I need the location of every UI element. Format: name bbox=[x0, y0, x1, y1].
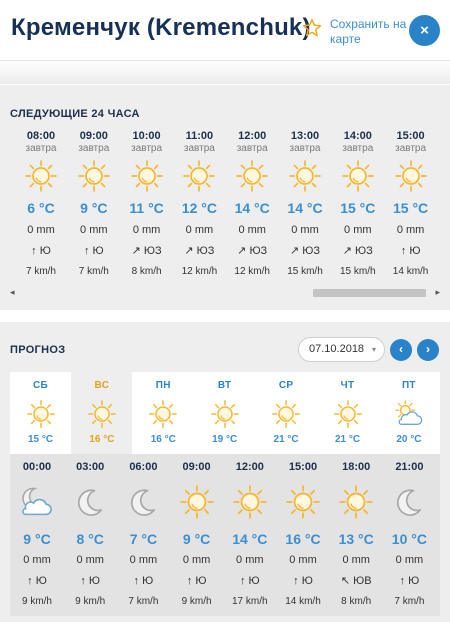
wind-direction: Ю bbox=[35, 575, 47, 587]
wind-arrow-icon: ↗ bbox=[237, 245, 247, 257]
hour-temperature: 7 °C bbox=[129, 531, 158, 547]
hour-precipitation: 0 mm bbox=[129, 554, 158, 566]
hour-wind bbox=[171, 570, 223, 593]
sun-icon bbox=[385, 155, 437, 197]
hour-wind-speed: 9 km/h bbox=[75, 596, 106, 607]
hour-wind bbox=[224, 570, 276, 593]
hour-temperature: 9 °C bbox=[182, 531, 211, 547]
hour-wind-speed: 12 km/h bbox=[181, 266, 218, 277]
hour-precipitation: 0 mm bbox=[80, 224, 108, 236]
sun-icon bbox=[332, 155, 384, 197]
day-temperature: 19 °C bbox=[212, 434, 238, 445]
save-to-map-label: Сохранить на карте bbox=[330, 17, 407, 46]
hour-wind-speed: 14 km/h bbox=[285, 596, 321, 607]
hour-wind-speed: 9 km/h bbox=[21, 596, 52, 607]
moon-icon bbox=[64, 476, 116, 528]
hour-temperature: 9 °C bbox=[23, 531, 51, 547]
hour-precipitation: 0 mm bbox=[396, 224, 425, 236]
hour-temperature: 13 °C bbox=[338, 531, 374, 547]
day-tab-вс[interactable] bbox=[71, 372, 132, 454]
hour-day: завтра bbox=[78, 143, 110, 154]
hour-forecast-item bbox=[15, 130, 67, 281]
wind-direction: ЮЗ bbox=[302, 245, 321, 257]
horizontal-scrollbar[interactable] bbox=[10, 287, 440, 298]
day-name: ЧТ bbox=[340, 380, 355, 391]
scrollbar-thumb[interactable] bbox=[313, 289, 426, 297]
day-hour-item bbox=[171, 454, 223, 611]
moon-icon bbox=[383, 476, 435, 528]
hour-forecast-item bbox=[68, 130, 120, 281]
hour-precipitation: 0 mm bbox=[238, 224, 266, 236]
hour-wind bbox=[226, 240, 278, 263]
hour-day: завтра bbox=[342, 143, 374, 154]
hour-time: 09:00 bbox=[182, 461, 211, 473]
wind-direction: Ю bbox=[409, 245, 421, 257]
hour-time: 10:00 bbox=[132, 130, 161, 142]
day-name: ПН bbox=[155, 380, 171, 391]
hour-wind bbox=[117, 570, 169, 593]
hour-wind-speed: 7 km/h bbox=[25, 266, 56, 277]
wind-arrow-icon: ↑ bbox=[293, 575, 299, 587]
hour-temperature: 14 °C bbox=[232, 531, 268, 547]
next-24-hours-title: СЛЕДУЮЩИЕ 24 ЧАСА bbox=[10, 108, 140, 120]
hour-wind bbox=[68, 240, 120, 263]
sun-icon bbox=[15, 155, 67, 197]
prev-day-button[interactable]: ‹ bbox=[390, 339, 412, 361]
day-name: ВС bbox=[94, 380, 110, 391]
hour-wind-speed: 15 km/h bbox=[287, 266, 323, 277]
sun-icon bbox=[330, 476, 382, 528]
hour-wind-speed: 12 km/h bbox=[234, 266, 270, 277]
date-select-value: 07.10.2018 bbox=[309, 343, 365, 355]
hour-temperature: 12 °C bbox=[181, 200, 217, 216]
day-name: ВТ bbox=[217, 380, 232, 391]
wind-direction: Ю bbox=[408, 575, 420, 587]
sun-icon bbox=[226, 155, 278, 197]
hour-forecast-item bbox=[173, 130, 225, 281]
star-icon bbox=[302, 18, 322, 38]
hour-wind-speed: 7 km/h bbox=[78, 266, 109, 277]
days-strip bbox=[10, 372, 440, 454]
city-header bbox=[0, 0, 450, 58]
hour-wind-speed: 8 km/h bbox=[131, 266, 162, 277]
day-temperature: 21 °C bbox=[334, 434, 361, 445]
next-day-button[interactable]: › bbox=[417, 339, 439, 361]
hour-precipitation: 0 mm bbox=[395, 554, 424, 566]
wind-direction: Ю bbox=[248, 575, 260, 587]
hour-wind bbox=[279, 240, 331, 263]
hour-day: завтра bbox=[395, 143, 427, 154]
hour-forecast-item bbox=[121, 130, 173, 281]
day-tab-сб[interactable] bbox=[10, 372, 71, 454]
hour-precipitation: 0 mm bbox=[236, 554, 264, 566]
save-to-map-button[interactable] bbox=[302, 15, 412, 49]
hour-temperature: 11 °C bbox=[129, 200, 164, 216]
hour-temperature: 6 °C bbox=[27, 200, 55, 216]
sun-icon bbox=[10, 394, 71, 434]
hour-precipitation: 0 mm bbox=[344, 224, 372, 236]
date-select[interactable] bbox=[298, 337, 385, 362]
sun-icon bbox=[256, 394, 317, 434]
hour-time: 15:00 bbox=[396, 130, 425, 142]
day-tab-ср[interactable] bbox=[256, 372, 317, 454]
day-temperature: 16 °C bbox=[150, 434, 176, 445]
hour-day: завтра bbox=[131, 143, 163, 154]
sun-icon bbox=[317, 394, 378, 434]
hour-temperature: 8 °C bbox=[76, 531, 104, 547]
partly-cloudy-icon bbox=[378, 394, 439, 434]
hour-temperature: 10 °C bbox=[391, 531, 427, 547]
hour-precipitation: 0 mm bbox=[76, 554, 104, 566]
moon-icon bbox=[117, 476, 169, 528]
wind-direction: ЮВ bbox=[353, 575, 372, 587]
wind-arrow-icon: ↑ bbox=[239, 575, 246, 587]
hour-precipitation: 0 mm bbox=[132, 224, 161, 236]
wind-direction: Ю bbox=[301, 575, 313, 587]
hour-precipitation: 0 mm bbox=[185, 224, 214, 236]
hour-wind bbox=[15, 240, 67, 263]
hour-day: завтра bbox=[183, 143, 215, 154]
hour-time: 18:00 bbox=[342, 461, 371, 473]
day-hour-item bbox=[277, 454, 329, 611]
day-name: СР bbox=[278, 380, 294, 391]
hour-wind bbox=[64, 570, 116, 593]
wind-direction: ЮЗ bbox=[355, 245, 373, 257]
hour-time: 21:00 bbox=[395, 461, 424, 473]
hour-forecast-item bbox=[385, 130, 437, 281]
hour-time: 00:00 bbox=[22, 461, 52, 473]
wind-direction: Ю bbox=[39, 245, 51, 257]
chevron-down-icon: ▾ bbox=[371, 345, 376, 354]
hour-temperature: 15 °C bbox=[340, 200, 376, 216]
hour-time: 08:00 bbox=[26, 130, 56, 142]
hour-temperature: 9 °C bbox=[80, 200, 108, 216]
day-hours-detail bbox=[10, 454, 440, 616]
hour-time: 15:00 bbox=[288, 461, 318, 473]
sun-icon bbox=[133, 394, 194, 434]
hour-temperature: 14 °C bbox=[287, 200, 323, 216]
hour-wind bbox=[277, 570, 329, 593]
wind-arrow-icon: ↑ bbox=[83, 245, 90, 257]
city-title: Кременчук (Kremenchuk) bbox=[11, 14, 311, 41]
hour-time: 11:00 bbox=[185, 130, 214, 142]
wind-arrow-icon: ↗ bbox=[131, 245, 141, 257]
hour-wind-speed: 7 km/h bbox=[128, 596, 159, 607]
hour-precipitation: 0 mm bbox=[342, 554, 370, 566]
hour-time: 09:00 bbox=[79, 130, 108, 142]
hour-time: 12:00 bbox=[238, 130, 267, 142]
sun-icon bbox=[68, 155, 120, 197]
day-tab-вт[interactable] bbox=[194, 372, 255, 454]
hour-forecast-item bbox=[332, 130, 384, 281]
hour-time: 12:00 bbox=[235, 461, 264, 473]
hour-day: завтра bbox=[289, 143, 321, 154]
day-hour-item bbox=[64, 454, 116, 611]
hour-time: 03:00 bbox=[76, 461, 105, 473]
hour-precipitation: 0 mm bbox=[289, 554, 317, 566]
wind-direction: Ю bbox=[92, 245, 104, 257]
scroll-left-icon[interactable]: ◂ bbox=[10, 287, 15, 297]
wind-arrow-icon: ↑ bbox=[400, 245, 407, 257]
day-name: ПТ bbox=[401, 380, 416, 391]
day-tab-пн[interactable] bbox=[133, 372, 194, 454]
wind-direction: ЮЗ bbox=[143, 245, 162, 257]
hour-time: 13:00 bbox=[290, 130, 320, 142]
wind-arrow-icon: ↑ bbox=[80, 575, 86, 587]
day-hour-item bbox=[383, 454, 435, 611]
day-temperature: 20 °C bbox=[396, 434, 422, 445]
wind-arrow-icon: ↑ bbox=[399, 575, 406, 587]
hour-wind bbox=[121, 240, 173, 263]
close-button[interactable]: × bbox=[409, 15, 440, 46]
scroll-right-icon[interactable]: ▸ bbox=[435, 287, 440, 297]
wind-direction: ЮЗ bbox=[249, 245, 268, 257]
day-tab-пт[interactable] bbox=[378, 372, 439, 454]
day-temperature: 16 °C bbox=[89, 434, 115, 445]
wind-arrow-icon: ↑ bbox=[27, 575, 33, 587]
hour-wind bbox=[11, 570, 63, 593]
sun-icon bbox=[194, 394, 255, 434]
hour-wind-speed: 9 km/h bbox=[181, 596, 212, 607]
moon-cloud-icon bbox=[11, 476, 63, 528]
hour-wind-speed: 15 km/h bbox=[340, 266, 376, 277]
day-name: СБ bbox=[32, 380, 48, 391]
hour-forecast-item bbox=[226, 130, 278, 281]
hour-precipitation: 0 mm bbox=[182, 554, 211, 566]
hour-wind bbox=[385, 240, 437, 263]
hour-temperature: 15 °C bbox=[393, 200, 429, 216]
hour-wind bbox=[332, 240, 384, 263]
hour-precipitation: 0 mm bbox=[27, 224, 55, 236]
sun-icon bbox=[279, 155, 331, 197]
day-hour-item bbox=[117, 454, 169, 611]
sun-icon bbox=[224, 476, 276, 528]
hour-day: завтра bbox=[25, 143, 57, 154]
day-temperature: 15 °C bbox=[27, 434, 54, 445]
hour-wind-speed: 7 km/h bbox=[394, 596, 425, 607]
hour-time: 14:00 bbox=[343, 130, 372, 142]
wind-direction: ЮЗ bbox=[196, 245, 215, 257]
day-hour-item bbox=[11, 454, 63, 611]
hour-wind-speed: 14 km/h bbox=[392, 266, 429, 277]
hour-temperature: 14 °C bbox=[234, 200, 270, 216]
hour-precipitation: 0 mm bbox=[23, 554, 51, 566]
sun-icon bbox=[71, 394, 132, 434]
forecast-title: ПРОГНОЗ bbox=[10, 344, 66, 356]
day-temperature: 21 °C bbox=[273, 434, 299, 445]
hour-time: 06:00 bbox=[129, 461, 158, 473]
day-hour-item bbox=[224, 454, 276, 611]
wind-arrow-icon: ↖ bbox=[340, 575, 351, 587]
sun-icon bbox=[121, 155, 173, 197]
hour-precipitation: 0 mm bbox=[291, 224, 319, 236]
wind-direction: Ю bbox=[88, 575, 101, 587]
hour-wind bbox=[173, 240, 225, 263]
wind-direction: Ю bbox=[142, 575, 154, 587]
sun-icon bbox=[171, 476, 223, 528]
hour-wind-speed: 17 km/h bbox=[232, 596, 268, 607]
wind-arrow-icon: ↗ bbox=[184, 245, 194, 257]
wind-arrow-icon: ↗ bbox=[289, 245, 300, 257]
wind-arrow-icon: ↑ bbox=[31, 245, 37, 257]
hour-forecast-item bbox=[279, 130, 331, 281]
hour-temperature: 16 °C bbox=[285, 531, 321, 547]
hour-wind bbox=[383, 570, 435, 593]
hour-day: завтра bbox=[236, 143, 268, 154]
day-hour-item bbox=[330, 454, 382, 611]
hour-wind bbox=[330, 570, 382, 593]
sun-icon bbox=[277, 476, 329, 528]
sun-icon bbox=[173, 155, 225, 197]
wind-direction: Ю bbox=[195, 575, 207, 587]
wind-arrow-icon: ↑ bbox=[133, 575, 140, 587]
header-divider bbox=[0, 60, 450, 84]
day-tab-чт[interactable] bbox=[317, 372, 378, 454]
hour-wind-speed: 8 km/h bbox=[341, 596, 372, 607]
wind-arrow-icon: ↑ bbox=[186, 575, 193, 587]
wind-arrow-icon: ↗ bbox=[342, 245, 352, 257]
